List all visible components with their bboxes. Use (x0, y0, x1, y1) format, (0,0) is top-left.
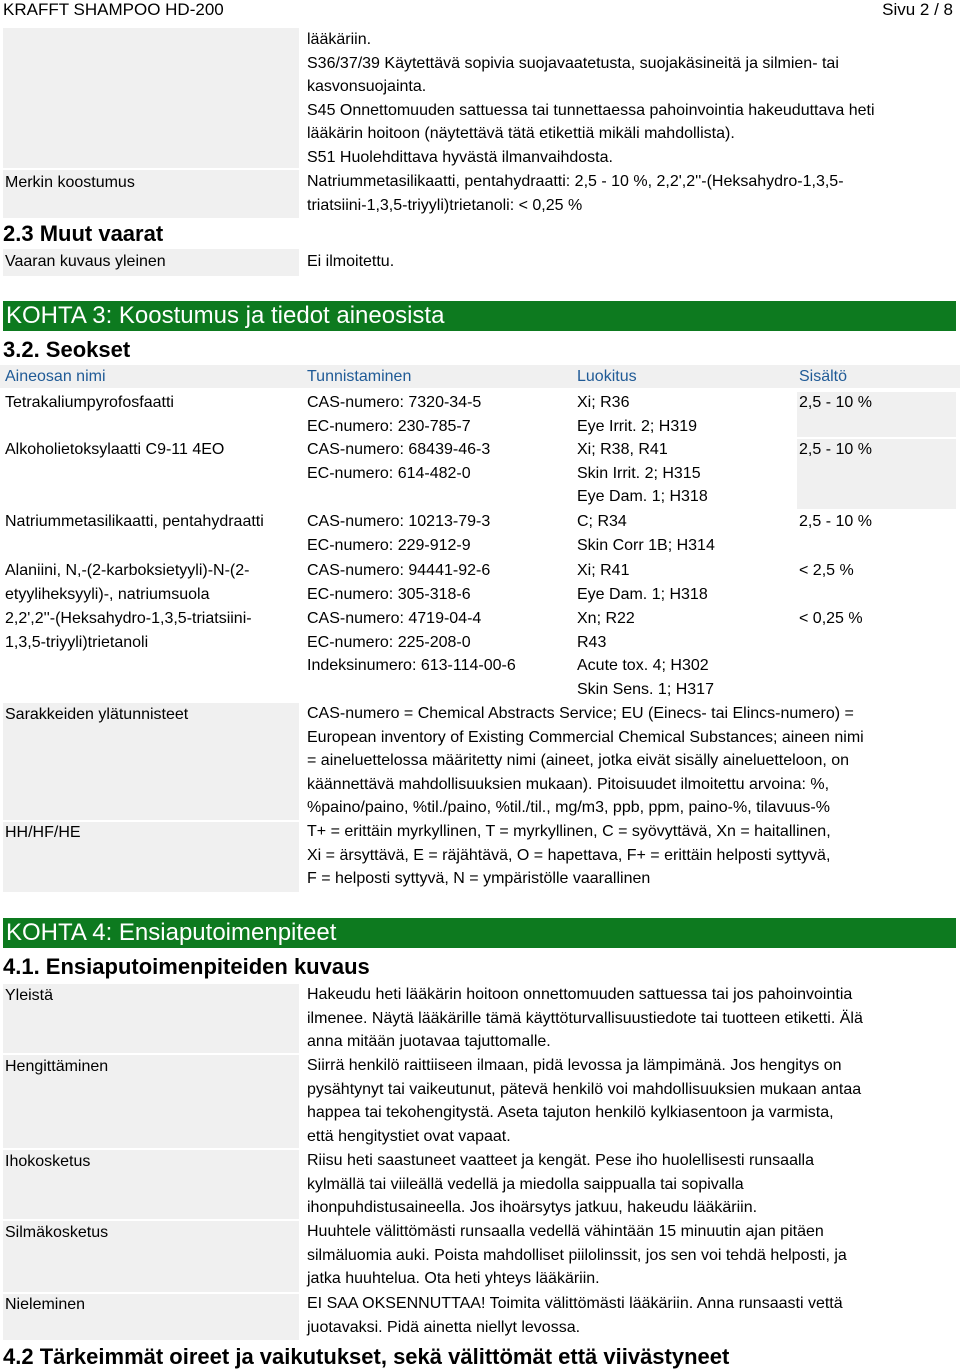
ingredient-class (577, 438, 708, 509)
ingredient-name (5, 438, 224, 462)
ingredient-content: < 0,25 % (799, 610, 863, 627)
item-line: EI SAA OKSENNUTTAA! Toimita välittömästi lääkäriin. Anna runsaasti vettä (307, 1295, 843, 1312)
merkin-koostumus-value (307, 170, 844, 217)
ingredient-content: 2,5 - 10 % (799, 394, 872, 411)
id-line: CAS-numero: 94441-92-6 (307, 562, 491, 579)
note-line: %paino/paino, %til./paino, %til./til., mg/m3, ppb, ppm, paino-%, tilavuus-% (307, 799, 830, 816)
note-line: F = helposti syttyvä, N = ympäristölle vaarallinen (307, 870, 651, 887)
ingredient-id (307, 391, 481, 438)
item-line: juotavaksi. Pidä ainetta niellyt levossa. (307, 1318, 581, 1336)
id-line: CAS-numero: 4719-04-4 (307, 610, 482, 627)
ingredient-class (577, 510, 715, 557)
class-line: Acute tox. 4; H302 (577, 657, 709, 674)
col-header-class: Luokitus (577, 368, 637, 385)
ihokosketus-text (307, 1149, 814, 1220)
id-line: CAS-numero: 68439-46-3 (307, 441, 491, 458)
note-line: European inventory of Existing Commercial Chemical Substances; aineen nimi (307, 728, 864, 746)
s-phrase-line: S45 Onnettomuuden sattuessa tai tunnettaessa pahoinvointia hakeuduttava heti (307, 101, 875, 119)
note-line: Xi = ärsyttävä, E = räjähtävä, O = hapettava, F+ = erittäin helposti syttyvä, (307, 846, 831, 864)
s-phrases-text (307, 28, 875, 169)
s-phrase-line: S36/37/39 Käytettävä sopivia suojavaatetusta, suojakäsineitä ja silmien- tai (307, 54, 839, 72)
item-line: ihonpuhdistusaineella. Jos ihoärsytys jatkuu, hakeudu lääkäriin. (307, 1199, 758, 1216)
id-line: EC-numero: 229-912-9 (307, 536, 471, 554)
class-line: Xi; R36 (577, 394, 630, 411)
ingredient-id (307, 559, 490, 606)
item-line: happea tai tekohengitystä. Aseta tajuton henkilö kylkiasentoon ja varmista, (307, 1104, 834, 1121)
class-line: Skin Corr 1B; H314 (577, 536, 715, 554)
ingredient-name (5, 391, 174, 415)
document-title: KRAFFT SHAMPOO HD-200 (3, 0, 224, 19)
ingredient-id (307, 607, 516, 678)
name-line: Alaniini, N,-(2-karboksietyyli)-N-(2- (5, 562, 250, 579)
class-line: R43 (577, 633, 607, 651)
class-line: Xi; R38, R41 (577, 441, 668, 458)
silmakosketus-label: Silmäkosketus (5, 1224, 109, 1241)
hengittaminen-label: Hengittäminen (5, 1058, 109, 1075)
vaaran-kuvaus-label: Vaaran kuvaus yleinen (5, 253, 166, 270)
page-number: Sivu 2 / 8 (882, 0, 953, 19)
item-line: anna mitään juotavaa tajuttomalle. (307, 1033, 551, 1050)
id-line: EC-numero: 230-785-7 (307, 417, 471, 435)
table-header (0, 365, 960, 388)
section-3-title: KOHTA 3: Koostumus ja tiedot aineosista (6, 302, 445, 329)
item-line: pysähtynyt tai vaikeutunut, pätevä henkilö voi mahdollisuuksien mukaan antaa (307, 1080, 862, 1098)
item-line: Huuhtele välittömästi runsaalla vedellä vähintään 15 minuutin ajan pitäen (307, 1223, 824, 1240)
class-line: Eye Dam. 1; H318 (577, 488, 708, 505)
name-line: 2,2',2''-(Heksahydro-1,3,5-triatsiini- (5, 610, 252, 627)
silmakosketus-text (307, 1220, 847, 1291)
item-line: silmäluomia auki. Poista mahdolliset piilolinssit, jos sen voi tehdä helposti, ja (307, 1246, 847, 1264)
label-cell-continued (3, 28, 299, 168)
vaaran-kuvaus-value: Ei ilmoitettu. (307, 253, 395, 270)
ingredient-content: 2,5 - 10 % (799, 513, 872, 530)
section-3-2-heading: 3.2. Seokset (3, 337, 131, 362)
ingredient-class (577, 607, 714, 701)
item-line: Riisu heti saastuneet vaatteet ja kengät. Pese iho huolellisesti runsaalla (307, 1152, 814, 1169)
class-line: Xi; R41 (577, 562, 630, 579)
item-line: jatka huuhtelua. Ota heti yhteys lääkäriin. (307, 1270, 600, 1287)
item-line: ilmenee. Näytä lääkärille tämä käyttöturvallisuustiedote tai tuotteen etiketti. Älä (307, 1009, 863, 1027)
merkin-koostumus-label: Merkin koostumus (5, 174, 135, 191)
ingredient-class (577, 559, 708, 606)
hh-hf-he-label: HH/HF/HE (5, 824, 81, 841)
class-line: Eye Irrit. 2; H319 (577, 417, 698, 435)
id-line: EC-numero: 305-318-6 (307, 585, 471, 603)
item-line: kylmällä tai viileällä vedellä ja miedolla saippualla tai sopivalla (307, 1175, 744, 1193)
note-line: T+ = erittäin myrkyllinen, T = myrkyllinen, C = syövyttävä, Xn = haitallinen, (307, 823, 831, 840)
ingredient-id (307, 510, 490, 557)
column-headers-label: Sarakkeiden ylätunnisteet (5, 706, 189, 723)
id-line: CAS-numero: 7320-34-5 (307, 394, 482, 411)
ingredient-name (5, 607, 252, 654)
ingredient-name (5, 559, 249, 606)
name-line: Tetrakaliumpyrofosfaatti (5, 394, 174, 411)
name-line: etyyliheksyyli)-, natriumsuola (5, 585, 210, 603)
section-4-title: KOHTA 4: Ensiaputoimenpiteet (6, 919, 337, 946)
section-4-1-heading: 4.1. Ensiaputoimenpiteiden kuvaus (3, 954, 370, 979)
ingredient-content: < 2,5 % (799, 562, 854, 579)
ihokosketus-label: Ihokosketus (5, 1153, 91, 1170)
hengittaminen-text (307, 1054, 861, 1148)
col-header-id: Tunnistaminen (307, 368, 412, 385)
ingredient-content: 2,5 - 10 % (799, 441, 872, 458)
note-line: käännettävä mahdollisuuksien mukaan). Pitoisuudet ilmoitettu arvoina: %, (307, 775, 830, 793)
note-line: = aineluettelossa määritetty nimi (aineet, jotka eivät sisälly aineluetteloon, on (307, 752, 850, 769)
section-4-banner (3, 918, 956, 948)
section-4-2-heading: 4.2 Tärkeimmät oireet ja vaikutukset, sekä välittömät että viivästyneet (3, 1344, 730, 1369)
column-headers-text (307, 702, 864, 820)
s-phrase-line: lääkäriin. (307, 31, 372, 48)
nieleminen-label: Nieleminen (5, 1296, 86, 1313)
ingredient-id (307, 438, 490, 485)
class-line: Skin Sens. 1; H317 (577, 680, 714, 698)
s-phrase-line: S51 Huolehdittava hyvästä ilmanvaihdosta. (307, 148, 613, 166)
class-line: C; R34 (577, 513, 627, 530)
nieleminen-text (307, 1292, 843, 1339)
hh-hf-he-text (307, 820, 831, 891)
class-line: Eye Dam. 1; H318 (577, 585, 708, 603)
ingredient-class (577, 391, 697, 438)
yleista-text (307, 983, 863, 1054)
note-line: CAS-numero = Chemical Abstracts Service; EU (Einecs- tai Elincs-numero) = (307, 705, 854, 722)
id-line: EC-numero: 614-482-0 (307, 464, 471, 482)
col-header-name: Aineosan nimi (5, 368, 106, 385)
id-line: Indeksinumero: 613-114-00-6 (307, 657, 516, 674)
class-line: Skin Irrit. 2; H315 (577, 464, 701, 482)
ingredient-name (5, 510, 264, 534)
id-line: CAS-numero: 10213-79-3 (307, 513, 491, 530)
merkin-line: triatsiini-1,3,5-triyyli)trietanoli: < 0,25 % (307, 196, 583, 214)
name-line: Natriummetasilikaatti, pentahydraatti (5, 513, 264, 530)
item-line: Hakeudu heti lääkärin hoitoon onnettomuuden sattuessa tai jos pahoinvointia (307, 986, 853, 1003)
section-3-banner (3, 301, 956, 331)
name-line: Alkoholietoksylaatti C9-11 4EO (5, 441, 225, 458)
class-line: Xn; R22 (577, 610, 635, 627)
s-phrase-line: kasvonsuojainta. (307, 78, 427, 95)
name-line: 1,3,5-triyyli)trietanoli (5, 633, 149, 651)
id-line: EC-numero: 225-208-0 (307, 633, 471, 651)
yleista-label: Yleistä (5, 987, 54, 1004)
section-2-3-heading: 2.3 Muut vaarat (3, 221, 164, 246)
s-phrase-line: lääkärin hoitoon (näytettävä tätä etikettiä mikäli mahdollista). (307, 125, 735, 142)
col-header-content: Sisältö (799, 368, 848, 385)
merkin-line: Natriummetasilikaatti, pentahydraatti: 2,5 - 10 %, 2,2',2''-(Heksahydro-1,3,5- (307, 173, 844, 190)
item-line: Siirrä henkilö raittiiseen ilmaan, pidä levossa ja lämpimänä. Jos hengitys on (307, 1057, 842, 1074)
item-line: että hengitystiet ovat vapaat. (307, 1127, 511, 1145)
